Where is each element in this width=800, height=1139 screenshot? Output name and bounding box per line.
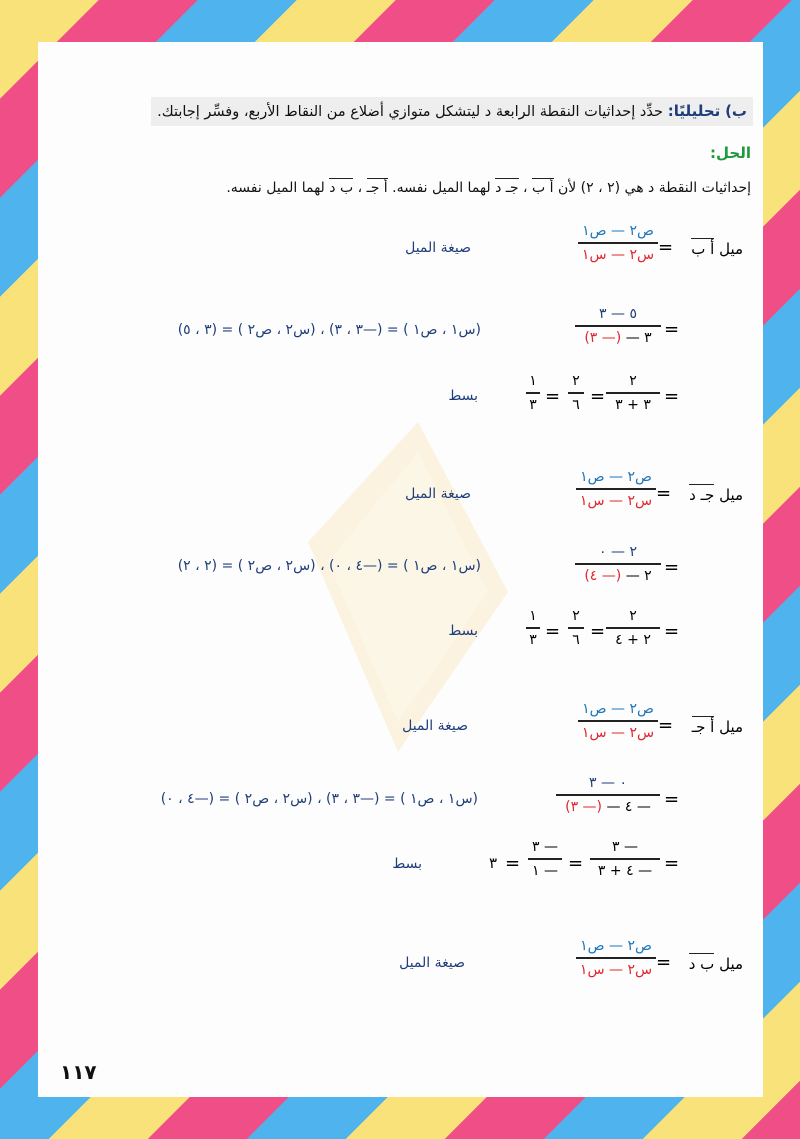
page-number: ١١٧ (60, 1060, 97, 1084)
equals-sign: = (545, 386, 561, 407)
simplify-fraction: ٢ ٢ + ٤ (606, 607, 660, 649)
equals-sign: = (664, 557, 680, 578)
question-keyword: تحليليًا: (667, 102, 721, 120)
slope-formula-label: صيغة الميل (402, 718, 468, 734)
equals-sign: = (664, 789, 680, 810)
question-label: ب) (725, 102, 747, 120)
equals-sign: = (664, 853, 680, 874)
equals-sign: = (664, 621, 680, 642)
equals-sign: = (590, 621, 606, 642)
slope-formula-fraction: ص٢ — ص١ س٢ — س١ (578, 222, 658, 264)
segment-ab: أ ب (531, 180, 554, 196)
coordinates-line: (س١ ، ص١ ) = (—٤ ، ٠) ، (س٢ ، ص٢ ) = (٢ ، ٢) (177, 558, 481, 574)
slope-label: ميل أ جـ (691, 718, 743, 736)
question-text: حدِّد إحداثيات النقطة الرابعة د ليتشكل متوازي أضلاع من النقاط الأربع، وفسِّر إجابتك. (157, 104, 663, 120)
reduced-fraction: ٢ ٦ (566, 607, 586, 649)
slope-formula-fraction: ص٢ — ص١ س٢ — س١ (576, 468, 656, 510)
substitution-fraction: ٥ — ٣ ٣ — (— ٣) (575, 305, 661, 347)
equals-sign: = (568, 853, 584, 874)
slope-formula-fraction: ص٢ — ص١ س٢ — س١ (576, 937, 656, 979)
reduced-fraction: ٢ ٦ (566, 372, 586, 414)
equals-sign: = (664, 386, 680, 407)
coordinates-line: (س١ ، ص١ ) = (—٣ ، ٣) ، (س٢ ، ص٢ ) = (—٤ ، ٠) (160, 791, 478, 807)
simplify-label: بسط (448, 623, 478, 639)
simplify-fraction: ٢ ٣ + ٣ (606, 372, 660, 414)
coordinates-line: (س١ ، ص١ ) = (—٣ ، ٣) ، (س٢ ، ص٢ ) = (٣ ، ٥) (177, 322, 481, 338)
equals-sign: = (658, 237, 674, 258)
book-watermark-icon (288, 422, 518, 752)
slope-label: ميل جـ د (689, 486, 743, 504)
equals-sign: = (664, 319, 680, 340)
slope-label: ميل أ ب (691, 240, 743, 258)
simplify-label: بسط (392, 856, 422, 872)
result-fraction: ١ ٣ (524, 372, 542, 414)
segment-cd: جـ د (495, 180, 519, 196)
result-value: ٣ (489, 854, 498, 872)
answer-part2: لهما الميل نفسه. (392, 180, 491, 196)
slope-label: ميل ب د (688, 955, 743, 973)
answer-part1: إحداثيات النقطة د هي (٢ ، ٢) لأن (557, 180, 751, 196)
slope-formula-fraction: ص٢ — ص١ س٢ — س١ (578, 700, 658, 742)
equals-sign: = (505, 853, 521, 874)
separator: ، (357, 180, 363, 196)
slope-formula-label: صيغة الميل (405, 240, 471, 256)
substitution-fraction: ٠ — ٣ — ٤ — (— ٣) (556, 774, 660, 816)
slope-formula-label: صيغة الميل (399, 955, 465, 971)
simplify-fraction: — ٣ — ٤ + ٣ (590, 838, 660, 880)
reduced-fraction: — ٣ — ١ (526, 838, 564, 880)
segment-ac: أ جـ (366, 180, 388, 196)
simplify-label: بسط (448, 388, 478, 404)
slope-formula-label: صيغة الميل (405, 486, 471, 502)
segment-bd: ب د (329, 180, 354, 196)
equals-sign: = (590, 386, 606, 407)
equals-sign: = (545, 621, 561, 642)
solution-heading: الحل: (710, 144, 751, 162)
result-fraction: ١ ٣ (524, 607, 542, 649)
question-line (151, 97, 753, 126)
substitution-fraction: ٢ — ٠ ٢ — (— ٤) (575, 543, 661, 585)
answer-part3: لهما الميل نفسه. (226, 180, 325, 196)
equals-sign: = (656, 483, 672, 504)
equals-sign: = (658, 715, 674, 736)
answer-line (226, 176, 751, 200)
page (38, 42, 763, 1097)
equals-sign: = (656, 952, 672, 973)
separator: ، (523, 180, 528, 196)
